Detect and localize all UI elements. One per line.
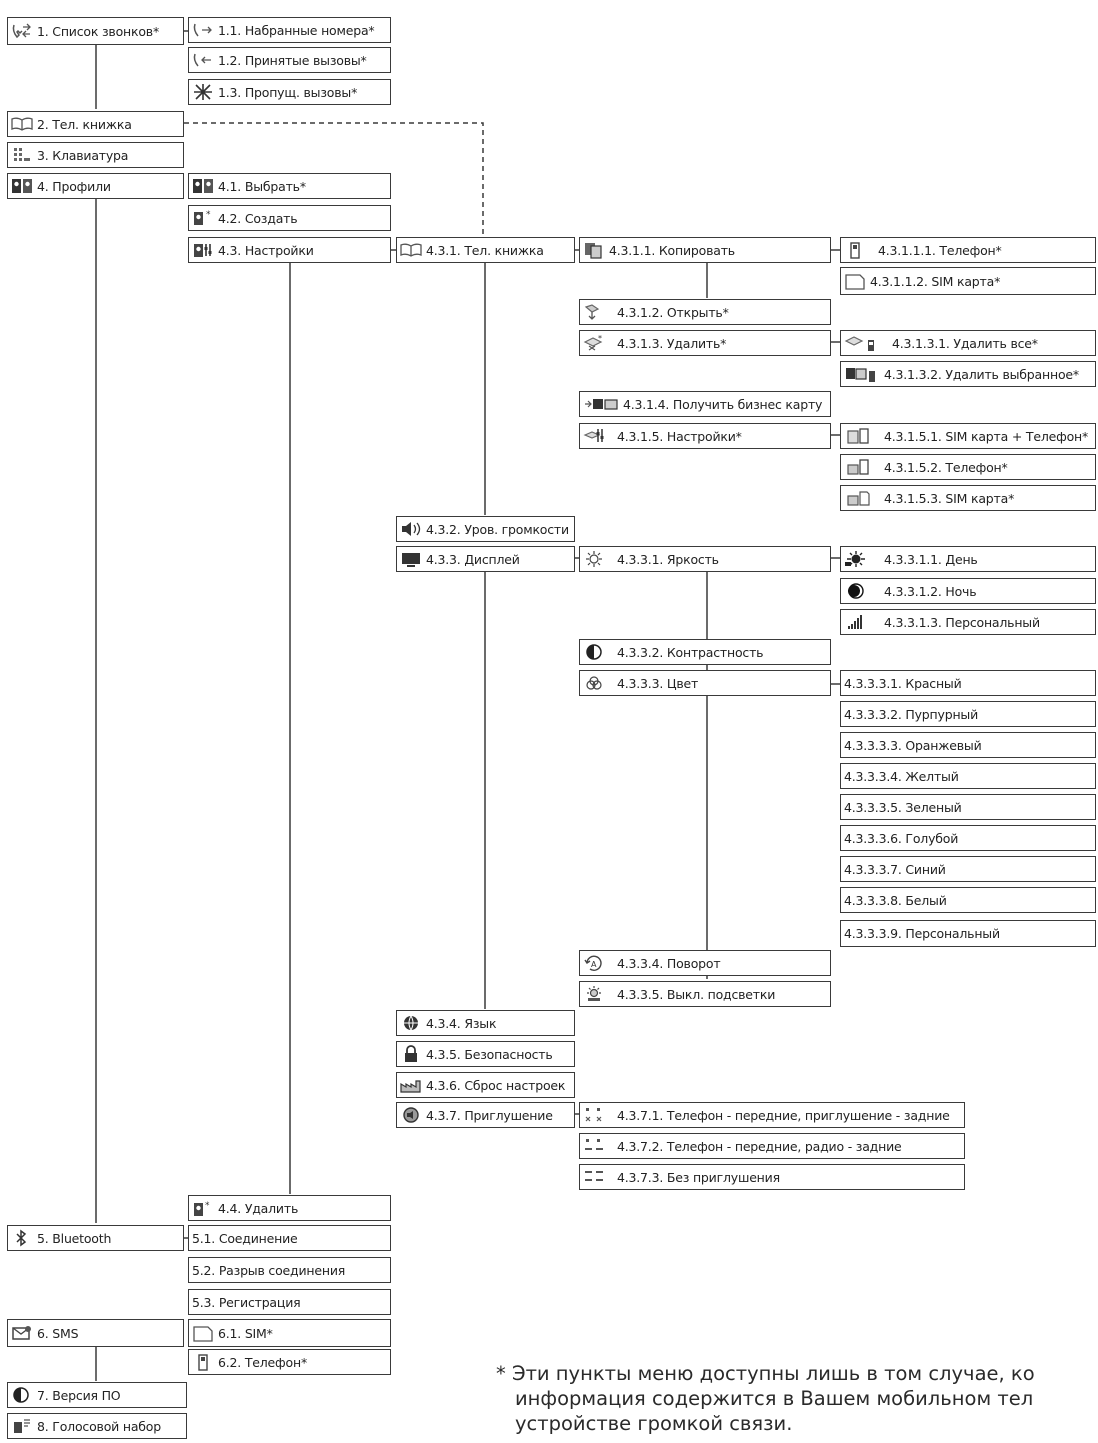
menu-item-business-card: 4.3.1.4. Получить бизнес карту [579,391,831,417]
speakers-icon [583,1168,605,1186]
speakers-icon [583,1106,605,1124]
profiles-icon [11,177,33,195]
color-wheel-icon [583,674,605,692]
half-circle-icon [11,1386,33,1404]
menu-item-delete: * 4.3.1.3. Удалить* [579,330,831,356]
menu-item-firmware-version: 7. Версия ПО [7,1382,187,1408]
rotate-icon [583,954,605,972]
backlight-icon [583,985,605,1003]
menu-item-voice-dial: 8. Голосовой набор [7,1413,187,1439]
menu-item-copy-sim: 4.3.1.1.2. SIM карта* [840,267,1096,295]
menu-item-sms-sim: 6.1. SIM* [188,1319,391,1347]
menu-item-missed-calls: 1.3. Пропущ. вызовы* [188,79,391,105]
menu-item-bt-connect: 5.1. Соединение [188,1225,391,1251]
menu-item-bt-disconnect: 5.2. Разрыв соединения [188,1257,391,1283]
menu-item-reset-settings: 4.3.6. Сброс настроек [396,1072,575,1098]
menu-item-create-profile: * 4.2. Создать [188,205,391,231]
menu-item-bluetooth: 5. Bluetooth [7,1225,184,1251]
menu-item-sms-phone: 6.2. Телефон* [188,1349,391,1375]
footnote-line: устройстве громкой связи. [515,1412,793,1435]
footnote-line: * Эти пункты меню доступны лишь в том случае, ко [496,1362,1035,1385]
delete-all-icon [844,334,880,352]
contrast-icon [583,643,605,661]
factory-reset-icon [400,1076,422,1094]
menu-item-mute-phone-front-mute-rear: 4.3.7.1. Телефон - передние, приглушение - задние [579,1102,965,1128]
phone-storage-icon [844,458,880,476]
mute-icon [400,1106,422,1124]
settings-icon [192,241,214,259]
phone-icon [844,241,866,259]
menu-item-delete-all: 4.3.1.3.1. Удалить все* [840,330,1096,356]
footnote [496,1361,1098,1436]
display-icon [400,550,422,568]
sim-storage-icon [844,489,880,507]
menu-item-language: 4.3.4. Язык [396,1010,575,1036]
missed-call-icon [192,83,214,101]
night-icon [844,582,880,600]
menu-item-color-blue: 4.3.3.3.7. Синий [840,856,1096,882]
delete-entry-icon [583,334,605,352]
menu-item-color-purple: 4.3.3.3.2. Пурпурный [840,701,1096,727]
sim-card-icon [844,272,866,290]
menu-item-mute: 4.3.7. Приглушение [396,1102,575,1128]
profiles-icon [192,177,214,195]
settings-icon [583,427,605,445]
open-entry-icon [583,303,605,321]
menu-item-profile-settings: 4.3. Настройки [188,237,391,263]
menu-item-phonebook: 2. Тел. книжка [7,111,184,137]
menu-item-dialed-numbers: 1.1. Набранные номера* [188,17,391,43]
menu-item-contrast: 4.3.3.2. Контрастность [579,639,831,665]
menu-item-open: 4.3.1.2. Открыть* [579,299,831,325]
menu-item-sms: 6. SMS [7,1319,184,1347]
menu-item-copy-phone: 4.3.1.1.1. Телефон* [840,237,1096,263]
menu-item-storage-sim: 4.3.1.5.3. SIM карта* [840,485,1096,511]
delete-selected-icon [844,365,880,383]
lock-icon [400,1045,422,1063]
menu-item-color-light-blue: 4.3.3.3.6. Голубой [840,825,1096,851]
bluetooth-icon [11,1229,33,1247]
day-icon [844,550,880,568]
menu-item-keyboard: 3. Клавиатура [7,142,184,168]
keypad-icon [11,146,33,164]
speakers-icon [583,1137,605,1155]
sun-icon [583,550,605,568]
menu-item-color-yellow: 4.3.3.3.4. Желтый [840,763,1096,789]
menu-item-storage-phone: 4.3.1.5.2. Телефон* [840,454,1096,480]
menu-item-brightness: 4.3.3.1. Яркость [579,546,831,572]
business-card-icon [583,395,619,413]
sim-card-icon [192,1324,214,1342]
menu-item-delete-selected: 4.3.1.3.2. Удалить выбранное* [840,361,1096,387]
book-icon [11,115,33,133]
menu-item-call-list: 1. Список звонков* [7,17,184,45]
menu-item-bt-register: 5.3. Регистрация [188,1289,391,1315]
menu-item-color-orange: 4.3.3.3.3. Оранжевый [840,732,1096,758]
menu-item-color-personal: 4.3.3.3.9. Персональный [840,920,1096,947]
voice-dial-icon [11,1417,33,1435]
incoming-call-icon [192,51,214,69]
call-list-icon [11,22,33,40]
menu-item-no-mute: 4.3.7.3. Без приглушения [579,1164,965,1190]
signal-bars-icon [844,613,880,631]
menu-item-color-red: 4.3.3.3.1. Красный [840,670,1096,696]
new-profile-icon [192,209,214,227]
menu-item-profiles: 4. Профили [7,173,184,199]
menu-item-color: 4.3.3.3. Цвет [579,670,831,696]
book-icon [400,241,422,259]
menu-item-delete-profile: * 4.4. Удалить [188,1195,391,1221]
copy-icon [583,241,605,259]
menu-item-rotation: A 4.3.3.4. Поворот [579,950,831,976]
menu-item-volume-level: 4.3.2. Уров. громкости [396,516,575,542]
phone-icon [192,1353,214,1371]
menu-item-color-white: 4.3.3.3.8. Белый [840,887,1096,913]
menu-item-display: 4.3.3. Дисплей [396,546,575,572]
menu-item-backlight-off: 4.3.3.5. Выкл. подсветки [579,981,831,1007]
menu-item-sim-and-phone: 4.3.1.5.1. SIM карта + Телефон* [840,423,1096,449]
menu-item-night: 4.3.3.1.2. Ночь [840,578,1096,604]
sim-phone-icon [844,427,880,445]
menu-item-select-profile: 4.1. Выбрать* [188,173,391,199]
svg-text:*: * [206,210,211,220]
sms-icon [11,1324,33,1342]
delete-profile-icon [192,1199,214,1217]
menu-item-mute-phone-front-radio-rear: 4.3.7.2. Телефон - передние, радио - задние [579,1133,965,1159]
menu-item-day: 4.3.3.1.1. День [840,546,1096,572]
outgoing-call-icon [192,21,214,39]
menu-item-copy: 4.3.1.1. Копировать [579,237,831,263]
svg-text:*: * [598,334,602,343]
menu-item-received-calls: 1.2. Принятые вызовы* [188,47,391,73]
menu-item-settings-phonebook: 4.3.1. Тел. книжка [396,237,575,263]
svg-text:*: * [205,1201,210,1211]
footnote-line: информация содержится в Вашем мобильном тел [515,1387,1034,1410]
menu-item-color-green: 4.3.3.3.5. Зеленый [840,794,1096,820]
speaker-icon [400,520,422,538]
svg-text:A: A [591,960,597,969]
globe-icon [400,1014,422,1032]
menu-item-security: 4.3.5. Безопасность [396,1041,575,1067]
menu-item-personal-brightness: 4.3.3.1.3. Персональный [840,609,1096,635]
menu-item-phonebook-settings: 4.3.1.5. Настройки* [579,423,831,449]
